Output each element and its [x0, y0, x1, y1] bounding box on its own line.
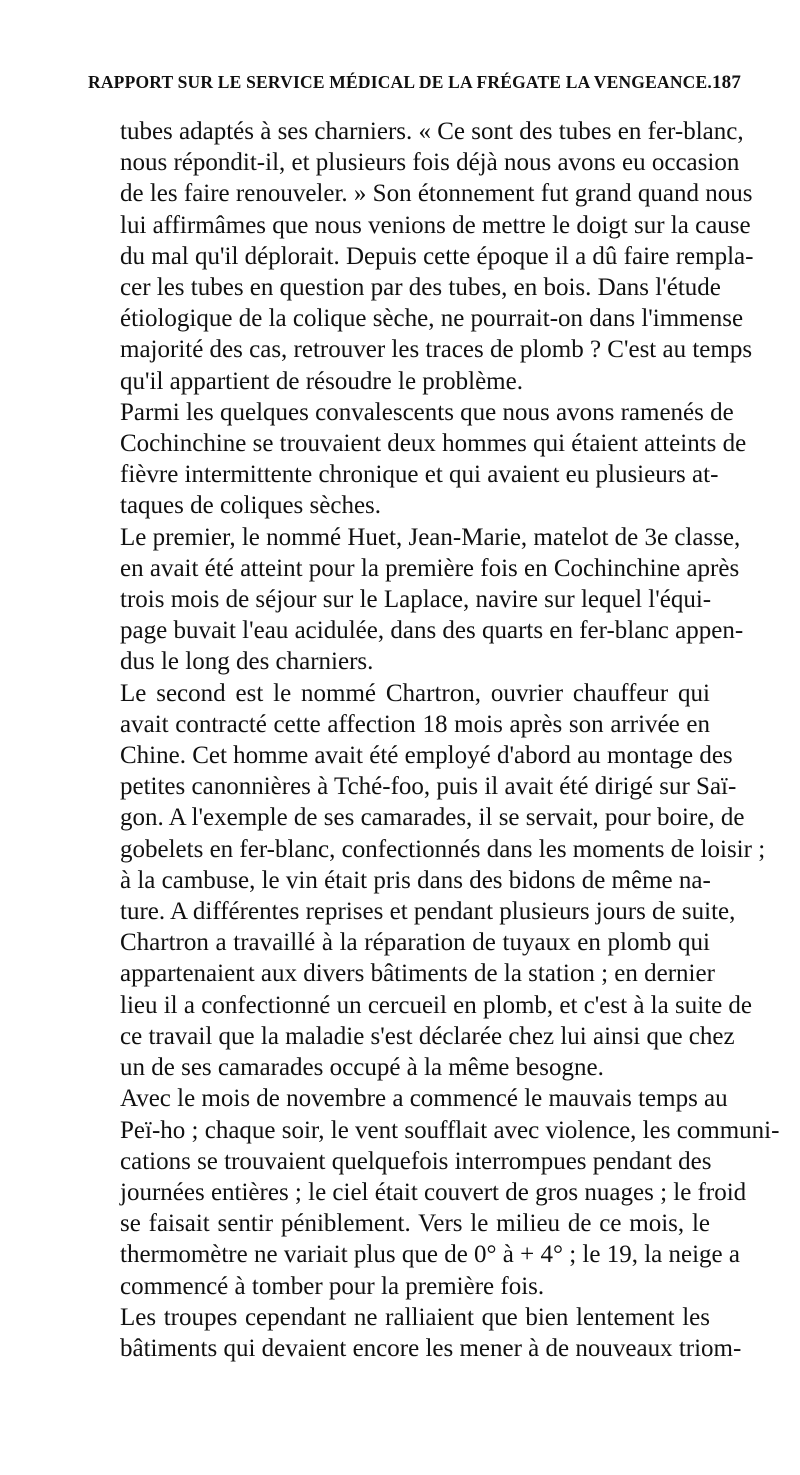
running-title: RAPPORT SUR LE SERVICE MÉDICAL DE LA FRÉGATE LA VENGEANCE. [88, 72, 712, 92]
text-line: Parmi les quelques convalescents que nous avons ramenés de [120, 398, 734, 426]
page-number: 187 [711, 72, 742, 93]
text-line: petites canonnières à Tché-foo, puis il avait été dirigé sur Saï- [120, 773, 737, 801]
text-line: Avec le mois de novembre a commencé le mauvais temps au [120, 1085, 728, 1113]
text-line: Le second est le nommé Chartron, ouvrier chauffeur qui [120, 679, 710, 707]
text-line: Chine. Cet homme avait été employé d'abord au montage des [120, 742, 733, 770]
text-line: journées entières ; le ciel était couvert de gros nuages ; le froid [120, 1178, 747, 1206]
text-line: thermomètre ne variait plus que de 0° à + 4° ; le 19, la neige a [120, 1241, 740, 1269]
text-line: fièvre intermittente chronique et qui avaient eu plusieurs at- [120, 461, 719, 489]
text-line: en avait été atteint pour la première fois en Cochinchine après [120, 554, 740, 582]
text-line: à la cambuse, le vin était pris dans des bidons de même na- [120, 866, 711, 894]
body-text [120, 116, 780, 1364]
text-line: nous répondit-il, et plusieurs fois déjà nous avons eu occasion [120, 149, 740, 177]
text-line: lui affirmâmes que nous venions de mettre le doigt sur la cause [120, 211, 751, 239]
text-line: commencé à tomber pour la première fois. [120, 1272, 545, 1300]
text-line: lieu il a confectionné un cercueil en plomb, et c'est à la suite de [120, 991, 753, 1019]
text-line: majorité des cas, retrouver les traces de plomb ? C'est au temps [120, 336, 753, 364]
text-line: Chartron a travaillé à la réparation de tuyaux en plomb qui [120, 929, 710, 957]
text-line: taques de coliques sèches. [120, 492, 382, 520]
text-line: qu'il appartient de résoudre le problème. [120, 367, 523, 395]
text-line: appartenaient aux divers bâtiments de la station ; en dernier [120, 960, 715, 988]
text-line: tubes adaptés à ses charniers. « Ce sont des tubes en fer-blanc, [120, 118, 744, 145]
text-line: se faisait sentir péniblement. Vers le milieu de ce mois, le [120, 1210, 710, 1238]
text-line: de les faire renouveler. » Son étonnement fut grand quand nous [120, 180, 753, 208]
text-line: gon. A l'exemple de ses camarades, il se servait, pour boire, de [120, 804, 745, 832]
text-line: trois mois de séjour sur le Laplace, navire sur lequel l'équi- [120, 586, 712, 614]
text-line: cer les tubes en question par des tubes, en bois. Dans l'étude [120, 274, 721, 302]
text-line: étiologique de la colique sèche, ne pourrait-on dans l'immense [120, 305, 744, 333]
text-line: dus le long des charniers. [120, 648, 374, 676]
text-line: avait contracté cette affection 18 mois après son arrivée en [120, 710, 710, 738]
text-line: page buvait l'eau acidulée, dans des quarts en fer-blanc appen- [120, 617, 744, 645]
text-line: gobelets en fer-blanc, confectionnés dans les moments de loisir ; [120, 835, 766, 863]
text-line: Cochinchine se trouvaient deux hommes qui étaient atteints de [120, 430, 747, 458]
running-header [88, 72, 742, 94]
text-line: ture. A différentes reprises et pendant plusieurs jours de suite, [120, 898, 736, 926]
text-line: un de ses camarades occupé à la même besogne. [120, 1054, 604, 1082]
text-line: bâtiments qui devaient encore les mener à de nouveaux triom- [120, 1334, 742, 1362]
text-line: ce travail que la maladie s'est déclarée chez lui ainsi que chez [120, 1022, 735, 1050]
text-line: Peï-ho ; chaque soir, le vent soufflait avec violence, les communi- [120, 1116, 780, 1144]
text-line: du mal qu'il déplorait. Depuis cette époque il a dû faire rempla- [120, 242, 754, 270]
text-line: Le premier, le nommé Huet, Jean-Marie, matelot de 3e classe, [120, 523, 741, 551]
text-line: cations se trouvaient quelquefois interrompues pendant des [120, 1147, 712, 1175]
text-line: Les troupes cependant ne ralliaient que bien lentement les [120, 1303, 710, 1331]
